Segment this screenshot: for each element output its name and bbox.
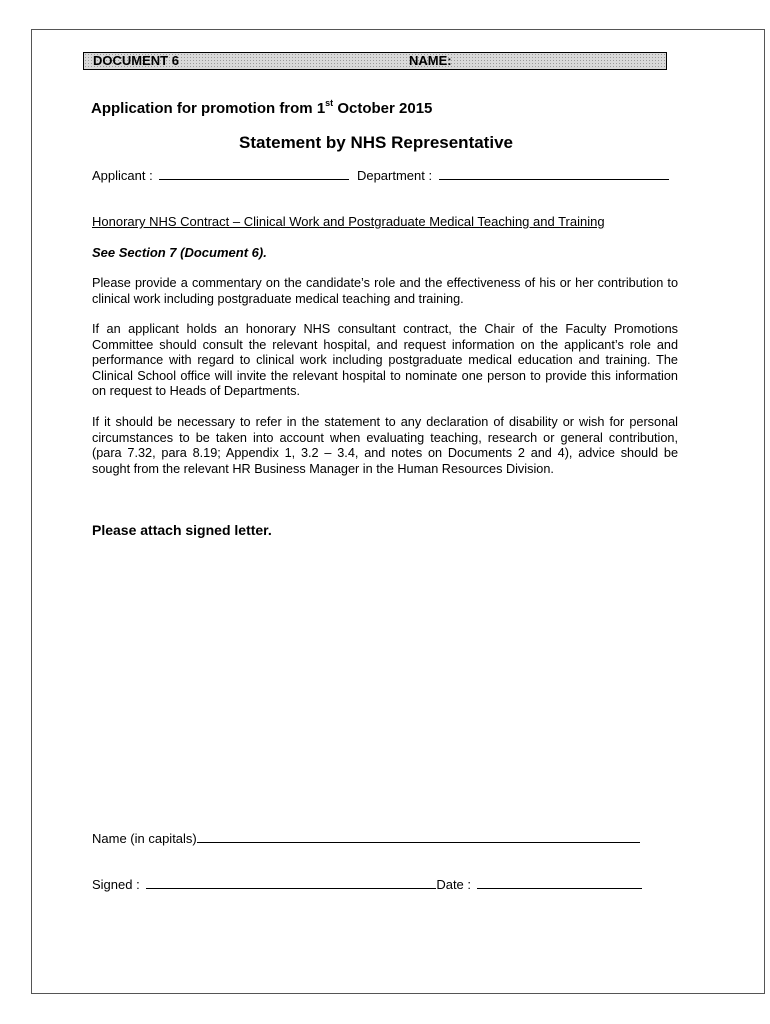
attach-letter-note: Please attach signed letter. [92,522,272,538]
name-capitals-field[interactable] [197,831,640,843]
signed-label: Signed : [92,877,140,892]
paragraph-disability: If it should be necessary to refer in the statement to any declaration of disability or wish for personal circumstances to be taken into account when evaluating teaching, research or general contribution, (para 7.32, para 8.19; Appendix 1, 3.2 – 3.4, and notes on Documents 2 and 4), advice should be sought from the relevant HR Business Manager in the Human Resources Division. [92,415,678,476]
name-capitals-label: Name (in capitals) [92,831,197,846]
paragraph-honorary-contract: If an applicant holds an honorary NHS consultant contract, the Chair of the Faculty Promotions Committee should consult the relevant hospital, and request information on the applicant’s role and performance with regard to clinical work including postgraduate medical education and training. The Clinical School office will invite the relevant hospital to nominate one person to provide this information on request to Heads of Departments. [92,322,678,398]
name-capitals-row [92,831,640,846]
date-label: Date : [436,877,472,892]
signed-field[interactable] [146,877,436,889]
document-header-bar [83,52,667,70]
department-label: Department : [356,168,433,183]
paragraph-commentary: Please provide a commentary on the candidate’s role and the effectiveness of his or her contribution to clinical work including postgraduate medical teaching and training. [92,276,678,306]
page-title: Statement by NHS Representative [239,133,513,152]
date-field[interactable] [477,877,642,889]
department-field[interactable] [439,168,669,180]
contract-heading: Honorary NHS Contract – Clinical Work and Postgraduate Medical Teaching and Training [92,214,605,229]
document-number: DOCUMENT 6 [93,53,179,68]
see-section-note: See Section 7 (Document 6). [92,245,267,260]
signed-date-row [92,877,642,892]
applicant-label: Applicant : [92,168,153,183]
applicant-field[interactable] [159,168,349,180]
application-heading: Application for promotion from 1st October 2015 [91,98,433,117]
name-label: NAME: [409,53,452,68]
applicant-department-row [92,168,669,183]
